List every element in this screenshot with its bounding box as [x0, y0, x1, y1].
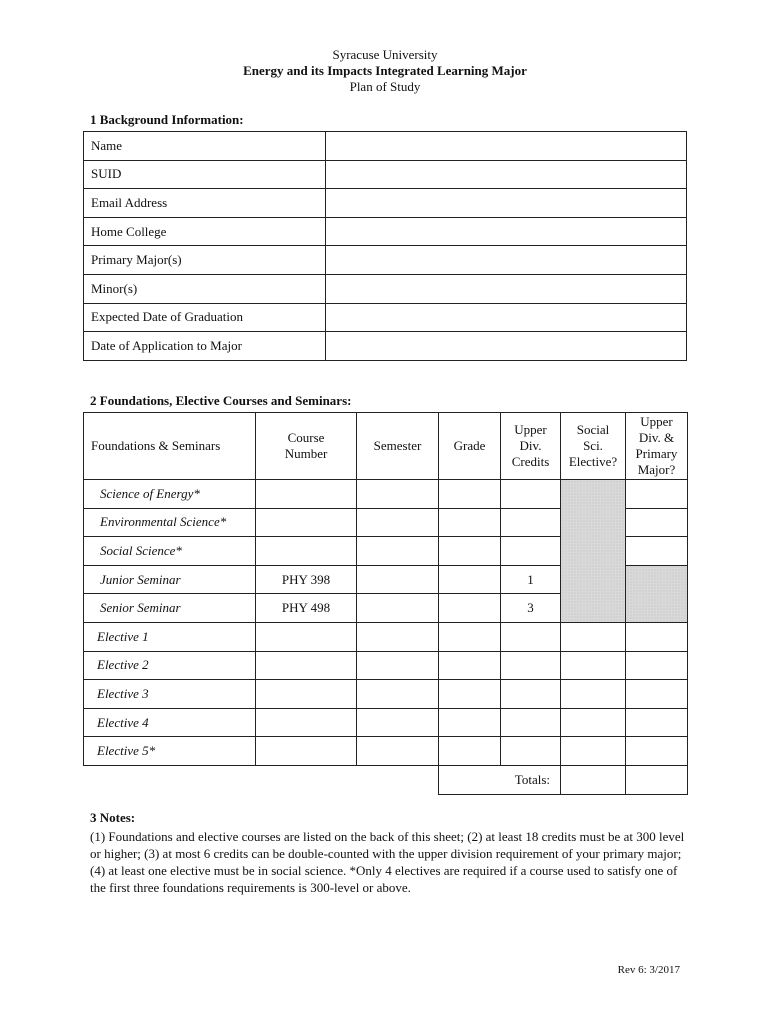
- column-header-semester: Semester: [357, 413, 439, 480]
- semester-cell[interactable]: [357, 622, 439, 651]
- row-label-science-of-energy: Science of Energy*: [84, 480, 256, 509]
- column-header-social-sci-elective: [561, 413, 626, 480]
- column-header-upper-div-credits: [501, 413, 561, 480]
- notes-text: (1) Foundations and elective courses are listed on the back of this sheet; (2) at least 18 credits must be at 300 level or higher; (3) at most 6 credits can be double-counted with the upper division requirement of your primary major; (4) at least one elective must be in social science. *Only 4 electives are required if a course used to satisfy one of the first three foundations requirements is 300-level or above.: [90, 829, 685, 895]
- field-input-home-college[interactable]: [326, 217, 687, 246]
- university-name: Syracuse University: [332, 47, 438, 62]
- column-header-social-sci-elective-text: Social Sci. Elective?: [568, 422, 618, 469]
- field-label-graduation-date: Expected Date of Graduation: [84, 303, 326, 332]
- column-header-grade: Grade: [439, 413, 501, 480]
- field-label-email: Email Address: [84, 189, 326, 218]
- table-row: [84, 189, 687, 218]
- upper-div-primary-cell[interactable]: [626, 537, 688, 566]
- document-type: Plan of Study: [349, 79, 421, 94]
- table-row: [84, 274, 687, 303]
- table-row: [84, 708, 688, 737]
- row-label-elective-1: Elective 1: [84, 622, 256, 651]
- totals-social-sci-cell[interactable]: [561, 765, 626, 794]
- social-sci-cell[interactable]: [561, 622, 626, 651]
- table-row: [84, 651, 688, 680]
- program-title: Energy and its Impacts Integrated Learning Major: [243, 63, 527, 78]
- field-label-primary-major: Primary Major(s): [84, 246, 326, 275]
- column-header-upper-div-primary-text: Upper Div. & Primary Major?: [635, 414, 678, 477]
- upper-div-primary-cell[interactable]: [626, 508, 688, 537]
- field-label-suid: SUID: [84, 160, 326, 189]
- upper-div-primary-cell[interactable]: [626, 680, 688, 709]
- credits-cell[interactable]: [501, 708, 561, 737]
- semester-cell[interactable]: [357, 680, 439, 709]
- field-label-home-college: Home College: [84, 217, 326, 246]
- course-number-cell[interactable]: [256, 680, 357, 709]
- row-label-senior-seminar: Senior Seminar: [84, 594, 256, 623]
- totals-spacer: [357, 765, 439, 794]
- column-header-course-number: [256, 413, 357, 480]
- upper-div-primary-cell[interactable]: [626, 480, 688, 509]
- course-number-cell[interactable]: [256, 708, 357, 737]
- semester-cell[interactable]: [357, 651, 439, 680]
- table-row: [84, 160, 687, 189]
- notes-section-title: 3 Notes:: [90, 810, 136, 825]
- grade-cell[interactable]: [439, 508, 501, 537]
- totals-row: [84, 765, 688, 794]
- course-number-cell[interactable]: [256, 622, 357, 651]
- field-input-primary-major[interactable]: [326, 246, 687, 275]
- grade-cell[interactable]: [439, 680, 501, 709]
- totals-upper-div-primary-cell[interactable]: [626, 765, 688, 794]
- social-sci-cell[interactable]: [561, 680, 626, 709]
- semester-cell[interactable]: [357, 508, 439, 537]
- semester-cell[interactable]: [357, 480, 439, 509]
- column-header-upper-div-credits-text: Upper Div. Credits: [511, 422, 550, 469]
- semester-cell[interactable]: [357, 594, 439, 623]
- credits-cell[interactable]: [501, 622, 561, 651]
- totals-spacer: [84, 765, 256, 794]
- row-label-elective-3: Elective 3: [84, 680, 256, 709]
- foundations-table: [83, 412, 688, 795]
- field-input-email[interactable]: [326, 189, 687, 218]
- table-row: [84, 480, 688, 509]
- table-row: [84, 303, 687, 332]
- course-number-cell[interactable]: [256, 508, 357, 537]
- grade-cell[interactable]: [439, 708, 501, 737]
- field-label-name: Name: [84, 132, 326, 161]
- grade-cell[interactable]: [439, 651, 501, 680]
- row-label-elective-5: Elective 5*: [84, 737, 256, 766]
- table-row: [84, 217, 687, 246]
- social-sci-cell[interactable]: [561, 708, 626, 737]
- revision-label: Rev 6: 3/2017: [617, 964, 680, 976]
- background-info-table: [83, 131, 687, 361]
- semester-cell[interactable]: [357, 565, 439, 594]
- column-header-upper-div-primary: [626, 413, 688, 480]
- grade-cell[interactable]: [439, 594, 501, 623]
- course-number-cell: PHY 498: [256, 594, 357, 623]
- row-label-environmental-science: Environmental Science*: [84, 508, 256, 537]
- table-row: [84, 737, 688, 766]
- upper-div-primary-cell[interactable]: [626, 708, 688, 737]
- semester-cell[interactable]: [357, 708, 439, 737]
- foundations-section-title: 2 Foundations, Elective Courses and Seminars:: [90, 393, 352, 408]
- credits-cell: 1: [501, 565, 561, 594]
- semester-cell[interactable]: [357, 537, 439, 566]
- social-sci-shaded-cell: [561, 480, 626, 623]
- social-sci-cell[interactable]: [561, 651, 626, 680]
- course-number-cell[interactable]: [256, 537, 357, 566]
- upper-div-primary-cell[interactable]: [626, 651, 688, 680]
- row-label-elective-2: Elective 2: [84, 651, 256, 680]
- row-label-junior-seminar: Junior Seminar: [84, 565, 256, 594]
- grade-cell[interactable]: [439, 737, 501, 766]
- social-sci-cell[interactable]: [561, 737, 626, 766]
- table-header-row: [84, 413, 688, 480]
- credits-cell[interactable]: [501, 651, 561, 680]
- credits-cell[interactable]: [501, 680, 561, 709]
- table-row: [84, 680, 688, 709]
- credits-cell[interactable]: [501, 508, 561, 537]
- row-label-social-science: Social Science*: [84, 537, 256, 566]
- upper-div-primary-cell[interactable]: [626, 622, 688, 651]
- field-input-name[interactable]: [326, 132, 687, 161]
- grade-cell[interactable]: [439, 537, 501, 566]
- credits-cell[interactable]: [501, 480, 561, 509]
- table-row: [84, 622, 688, 651]
- totals-spacer: [256, 765, 357, 794]
- background-section-title: 1 Background Information:: [90, 112, 244, 127]
- field-input-application-date[interactable]: [326, 332, 687, 361]
- field-input-suid[interactable]: [326, 160, 687, 189]
- totals-label: Totals:: [439, 765, 561, 794]
- grade-cell[interactable]: [439, 565, 501, 594]
- credits-cell[interactable]: [501, 537, 561, 566]
- course-number-cell[interactable]: [256, 737, 357, 766]
- course-number-cell[interactable]: [256, 651, 357, 680]
- upper-div-primary-shaded-cell: [626, 565, 688, 622]
- credits-cell: 3: [501, 594, 561, 623]
- semester-cell[interactable]: [357, 737, 439, 766]
- grade-cell[interactable]: [439, 480, 501, 509]
- table-row: [84, 246, 687, 275]
- column-header-foundations: Foundations & Seminars: [84, 413, 256, 480]
- field-input-graduation-date[interactable]: [326, 303, 687, 332]
- table-row: [84, 332, 687, 361]
- table-row: [84, 132, 687, 161]
- grade-cell[interactable]: [439, 622, 501, 651]
- credits-cell[interactable]: [501, 737, 561, 766]
- course-number-cell[interactable]: [256, 480, 357, 509]
- column-header-course-number-text: Course Number: [284, 430, 328, 461]
- field-label-minor: Minor(s): [84, 274, 326, 303]
- course-number-cell: PHY 398: [256, 565, 357, 594]
- upper-div-primary-cell[interactable]: [626, 737, 688, 766]
- field-label-application-date: Date of Application to Major: [84, 332, 326, 361]
- row-label-elective-4: Elective 4: [84, 708, 256, 737]
- field-input-minor[interactable]: [326, 274, 687, 303]
